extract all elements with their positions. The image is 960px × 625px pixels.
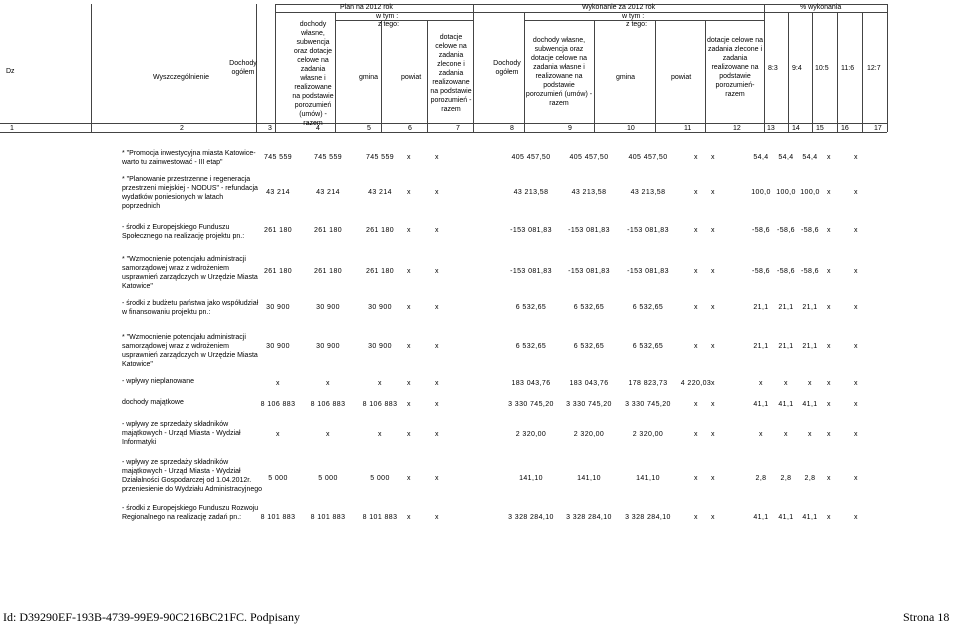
dotacje-plan: dotacje celowe na zadania zlecone i zadania realizowane na podstawie porozumień - razem — [430, 34, 472, 113]
row-value: 3 330 745,20 — [508, 401, 554, 408]
row-value: 141,10 — [519, 475, 543, 482]
row-value: 41,1 — [802, 514, 818, 521]
row-value: x — [827, 189, 831, 196]
row-value: 54,4 — [778, 154, 794, 161]
row-value: 21,1 — [778, 304, 794, 311]
row-value: x — [759, 431, 763, 438]
row-value: x — [694, 268, 698, 275]
row-value: 2 320,00 — [573, 431, 605, 438]
row-value: x — [407, 343, 411, 350]
z-tego-wykonanie: z tego: — [626, 21, 648, 28]
ratio-12-7: 12:7 — [867, 65, 881, 72]
row-value: 8 106 883 — [260, 401, 296, 408]
dochody-ogolem-plan: Dochody ogółem — [229, 60, 257, 76]
row-value: 183 043,76 — [511, 380, 551, 387]
row-value: 6 532,65 — [632, 343, 664, 350]
column-number: 17 — [874, 125, 882, 132]
row-value: 3 328 284,10 — [508, 514, 554, 521]
row-value: x — [694, 304, 698, 311]
row-value: 21,1 — [802, 343, 818, 350]
row-value: 8 101 883 — [260, 514, 296, 521]
row-value: 3 328 284,10 — [625, 514, 671, 521]
row-value: x — [827, 475, 831, 482]
row-value: 30 900 — [266, 304, 290, 311]
row-value: x — [694, 514, 698, 521]
row-value: x — [407, 268, 411, 275]
row-value: x — [827, 401, 831, 408]
row-label: * "Planowanie przestrzenne i regeneracja przestrzeni miejskiej - NODUS" - refundacja wydatków poniesionych w latach poprzednich — [122, 176, 258, 210]
row-value: 745 559 — [365, 154, 395, 161]
column-number: 13 — [767, 125, 775, 132]
dochody-wlasne-plan: dochody własne, subwencja oraz dotacje celowe na zadania własne i realizowane na podstawie porozumień (umów) - razem — [292, 21, 334, 127]
row-value: 178 823,73 — [628, 380, 668, 387]
row-value: x — [854, 475, 858, 482]
row-value: x — [694, 401, 698, 408]
row-value: x — [711, 475, 715, 482]
gmina-plan: gmina — [359, 74, 379, 81]
ratio-10-5: 10:5 — [815, 65, 829, 72]
row-value: 21,1 — [778, 343, 794, 350]
row-label: * "Wzmocnienie potencjału administracji samorządowej wraz z wdrożeniem usprawnień zarządczych w Urzędzie Miasta Katowice" — [122, 256, 258, 290]
row-value: 100,0 — [776, 189, 796, 196]
row-value: 30 900 — [266, 343, 290, 350]
row-value: x — [407, 514, 411, 521]
row-value: 261 180 — [313, 268, 343, 275]
column-number: 12 — [733, 125, 741, 132]
column-number: 14 — [792, 125, 800, 132]
row-value: x — [435, 475, 439, 482]
ratio-8-3: 8:3 — [768, 65, 778, 72]
row-value: 8 106 883 — [362, 401, 398, 408]
row-value: x — [827, 380, 831, 387]
row-value: 183 043,76 — [569, 380, 609, 387]
row-value: 43 213,58 — [513, 189, 549, 196]
row-value: x — [407, 401, 411, 408]
row-label: - środki z Europejskiego Funduszu Społecznego na realizację projektu pn.: — [122, 224, 245, 240]
row-value: x — [711, 431, 715, 438]
column-number: 10 — [627, 125, 635, 132]
row-value: 30 900 — [368, 343, 392, 350]
row-value: 2,8 — [755, 475, 767, 482]
ratio-11-6: 11:6 — [841, 65, 855, 72]
row-value: -58,6 — [801, 268, 819, 275]
row-value: x — [694, 431, 698, 438]
row-label: * "Promocja inwestycyjna miasta Katowice-warto tu zainwestować - III etap" — [122, 150, 256, 166]
dochody-ogolem-wykonanie: Dochody ogółem — [493, 60, 521, 76]
row-value: x — [694, 154, 698, 161]
row-value: x — [694, 227, 698, 234]
row-value: x — [378, 380, 382, 387]
row-value: x — [784, 431, 788, 438]
row-value: 6 532,65 — [515, 304, 547, 311]
row-value: x — [711, 343, 715, 350]
row-value: 30 900 — [316, 343, 340, 350]
row-value: -58,6 — [801, 227, 819, 234]
column-number: 8 — [510, 125, 514, 132]
row-value: 745 559 — [313, 154, 343, 161]
dz-header: Dz — [6, 68, 15, 75]
row-value: x — [435, 268, 439, 275]
row-label: - wpływy nieplanowane — [122, 378, 194, 385]
row-value: 3 328 284,10 — [566, 514, 612, 521]
row-value: 4 220,03 — [680, 380, 712, 387]
row-value: 54,4 — [802, 154, 818, 161]
row-value: x — [435, 304, 439, 311]
row-value: x — [854, 227, 858, 234]
plan-header: Plan na 2012 rok — [340, 4, 393, 11]
row-value: x — [694, 189, 698, 196]
row-value: x — [854, 154, 858, 161]
row-value: x — [827, 304, 831, 311]
row-value: 8 101 883 — [310, 514, 346, 521]
row-value: 43 213,58 — [630, 189, 666, 196]
row-value: x — [827, 154, 831, 161]
row-value: x — [407, 380, 411, 387]
row-value: x — [711, 268, 715, 275]
row-value: -58,6 — [752, 268, 770, 275]
row-value: x — [808, 431, 812, 438]
row-label: - środki z budżetu państwa jako współudział w finansowaniu projektu pn.: — [122, 300, 259, 316]
row-value: x — [378, 431, 382, 438]
row-value: x — [854, 431, 858, 438]
row-value: 2,8 — [804, 475, 816, 482]
row-value: 745 559 — [263, 154, 293, 161]
row-value: 141,10 — [636, 475, 660, 482]
powiat-plan: powiat — [401, 74, 422, 81]
row-value: 2 320,00 — [632, 431, 664, 438]
row-value: -153 081,83 — [510, 227, 552, 234]
row-value: -153 081,83 — [627, 268, 669, 275]
row-value: x — [326, 380, 330, 387]
row-value: x — [854, 304, 858, 311]
row-value: x — [854, 189, 858, 196]
row-value: 100,0 — [751, 189, 771, 196]
row-value: 261 180 — [365, 268, 395, 275]
column-number: 3 — [268, 125, 272, 132]
row-value: 405 457,50 — [628, 154, 668, 161]
row-value: 2,8 — [780, 475, 792, 482]
row-value: 21,1 — [802, 304, 818, 311]
row-value: x — [711, 154, 715, 161]
row-value: x — [407, 227, 411, 234]
row-value: x — [407, 304, 411, 311]
row-value: 41,1 — [753, 401, 769, 408]
row-value: x — [407, 475, 411, 482]
dochody-wlasne-wykonanie: dochody własne, subwencja oraz dotacje celowe na zadania własne i realizowane na podstawie porozumień (umów) - razem — [525, 37, 593, 107]
row-value: x — [808, 380, 812, 387]
z-tego-plan: z tego: — [378, 21, 400, 28]
row-value: x — [435, 227, 439, 234]
row-value: x — [694, 475, 698, 482]
row-value: 141,10 — [577, 475, 601, 482]
row-label: * "Wzmocnienie potencjału administracji samorządowej wraz z wdrożeniem usprawnień zarządczych w Urzędzie Miasta Katowice" — [122, 334, 258, 368]
row-value: x — [711, 304, 715, 311]
dotacje-wykonanie: dotacje celowe na zadania zlecone i zadania realizowane na podstawie porozumień- razem — [706, 37, 764, 98]
row-value: 43 213,58 — [571, 189, 607, 196]
row-value: 21,1 — [753, 304, 769, 311]
w-tym-plan: w tym : — [376, 13, 399, 20]
row-value: x — [854, 514, 858, 521]
row-value: x — [435, 431, 439, 438]
row-value: x — [276, 380, 280, 387]
row-value: 3 330 745,20 — [566, 401, 612, 408]
row-value: 41,1 — [778, 401, 794, 408]
document-id: Id: D39290EF-193B-4739-99E9-90C216BC21FC. Podpisany — [3, 610, 301, 624]
column-number: 15 — [816, 125, 824, 132]
row-value: x — [435, 154, 439, 161]
row-value: 41,1 — [753, 514, 769, 521]
row-value: -58,6 — [752, 227, 770, 234]
row-value: 405 457,50 — [569, 154, 609, 161]
row-label: - środki z Europejskiego Funduszu Rozwoju Regionalnego na realizację zadań pn.: — [122, 505, 259, 521]
row-value: x — [784, 380, 788, 387]
wykonanie-header: Wykonanie za 2012 rok — [582, 4, 656, 11]
row-value: 6 532,65 — [632, 304, 664, 311]
row-value: x — [276, 431, 280, 438]
row-value: -153 081,83 — [510, 268, 552, 275]
row-value: 30 900 — [316, 304, 340, 311]
row-value: 41,1 — [802, 401, 818, 408]
wyszczegolnienie-header: Wyszczególnienie — [153, 74, 209, 81]
row-value: 405 457,50 — [511, 154, 551, 161]
row-value: 43 214 — [316, 189, 340, 196]
row-value: 5 000 — [370, 475, 390, 482]
row-value: x — [827, 514, 831, 521]
row-value: 100,0 — [800, 189, 820, 196]
row-value: 5 000 — [318, 475, 338, 482]
row-value: x — [854, 343, 858, 350]
row-value: x — [435, 380, 439, 387]
row-value: x — [711, 401, 715, 408]
row-value: 8 106 883 — [310, 401, 346, 408]
row-value: x — [827, 431, 831, 438]
row-value: -58,6 — [777, 227, 795, 234]
row-value: 261 180 — [263, 227, 293, 234]
row-value: -58,6 — [777, 268, 795, 275]
column-number: 7 — [456, 125, 460, 132]
column-number: 1 — [10, 125, 14, 132]
column-number: 9 — [568, 125, 572, 132]
row-value: x — [711, 514, 715, 521]
row-value: 261 180 — [263, 268, 293, 275]
row-value: x — [711, 227, 715, 234]
row-value: x — [326, 431, 330, 438]
row-value: 3 330 745,20 — [625, 401, 671, 408]
row-value: x — [435, 189, 439, 196]
column-number: 16 — [841, 125, 849, 132]
row-value: x — [854, 401, 858, 408]
row-value: x — [407, 189, 411, 196]
column-number: 4 — [316, 125, 320, 132]
powiat-wykonanie: powiat — [671, 74, 692, 81]
row-label: dochody majątkowe — [122, 399, 184, 406]
row-value: x — [854, 380, 858, 387]
ratio-9-4: 9:4 — [792, 65, 802, 72]
row-value: 2 320,00 — [515, 431, 547, 438]
row-value: x — [694, 343, 698, 350]
row-value: 5 000 — [268, 475, 288, 482]
row-value: 261 180 — [313, 227, 343, 234]
row-value: x — [435, 401, 439, 408]
row-value: 261 180 — [365, 227, 395, 234]
row-value: 6 532,65 — [515, 343, 547, 350]
procent-header: % wykonania — [800, 4, 842, 11]
column-number: 11 — [684, 125, 692, 132]
row-value: 43 214 — [368, 189, 392, 196]
gmina-wykonanie: gmina — [616, 74, 636, 81]
row-value: -153 081,83 — [568, 227, 610, 234]
row-value: x — [711, 189, 715, 196]
row-value: 8 101 883 — [362, 514, 398, 521]
row-value: x — [827, 268, 831, 275]
row-value: x — [854, 268, 858, 275]
page-number: Strona 18 — [903, 610, 950, 624]
row-value: 6 532,65 — [573, 343, 605, 350]
row-value: x — [407, 154, 411, 161]
column-number: 2 — [180, 125, 184, 132]
column-number: 6 — [408, 125, 412, 132]
row-value: 41,1 — [778, 514, 794, 521]
column-number: 5 — [367, 125, 371, 132]
row-value: x — [827, 343, 831, 350]
row-value: -153 081,83 — [568, 268, 610, 275]
row-value: x — [435, 343, 439, 350]
row-value: -153 081,83 — [627, 227, 669, 234]
row-value: x — [759, 380, 763, 387]
row-value: x — [435, 514, 439, 521]
row-value: 6 532,65 — [573, 304, 605, 311]
row-value: x — [711, 380, 715, 387]
w-tym-wykonanie: w tym : — [622, 13, 645, 20]
row-value: 30 900 — [368, 304, 392, 311]
row-value: x — [407, 431, 411, 438]
row-label: - wpływy ze sprzedaży składników majątkowych - Urząd Miasta - Wydział Informatyki — [122, 421, 241, 446]
row-label: - wpływy ze sprzedaży składników majątkowych - Urząd Miasta - Wydział Działalności Gospodarczej od 1.04.2012r. przeniesienie do Wydziału Administracyjnego — [122, 459, 263, 493]
row-value: 21,1 — [753, 343, 769, 350]
row-value: 43 214 — [266, 189, 290, 196]
row-value: x — [827, 227, 831, 234]
row-value: 54,4 — [753, 154, 769, 161]
